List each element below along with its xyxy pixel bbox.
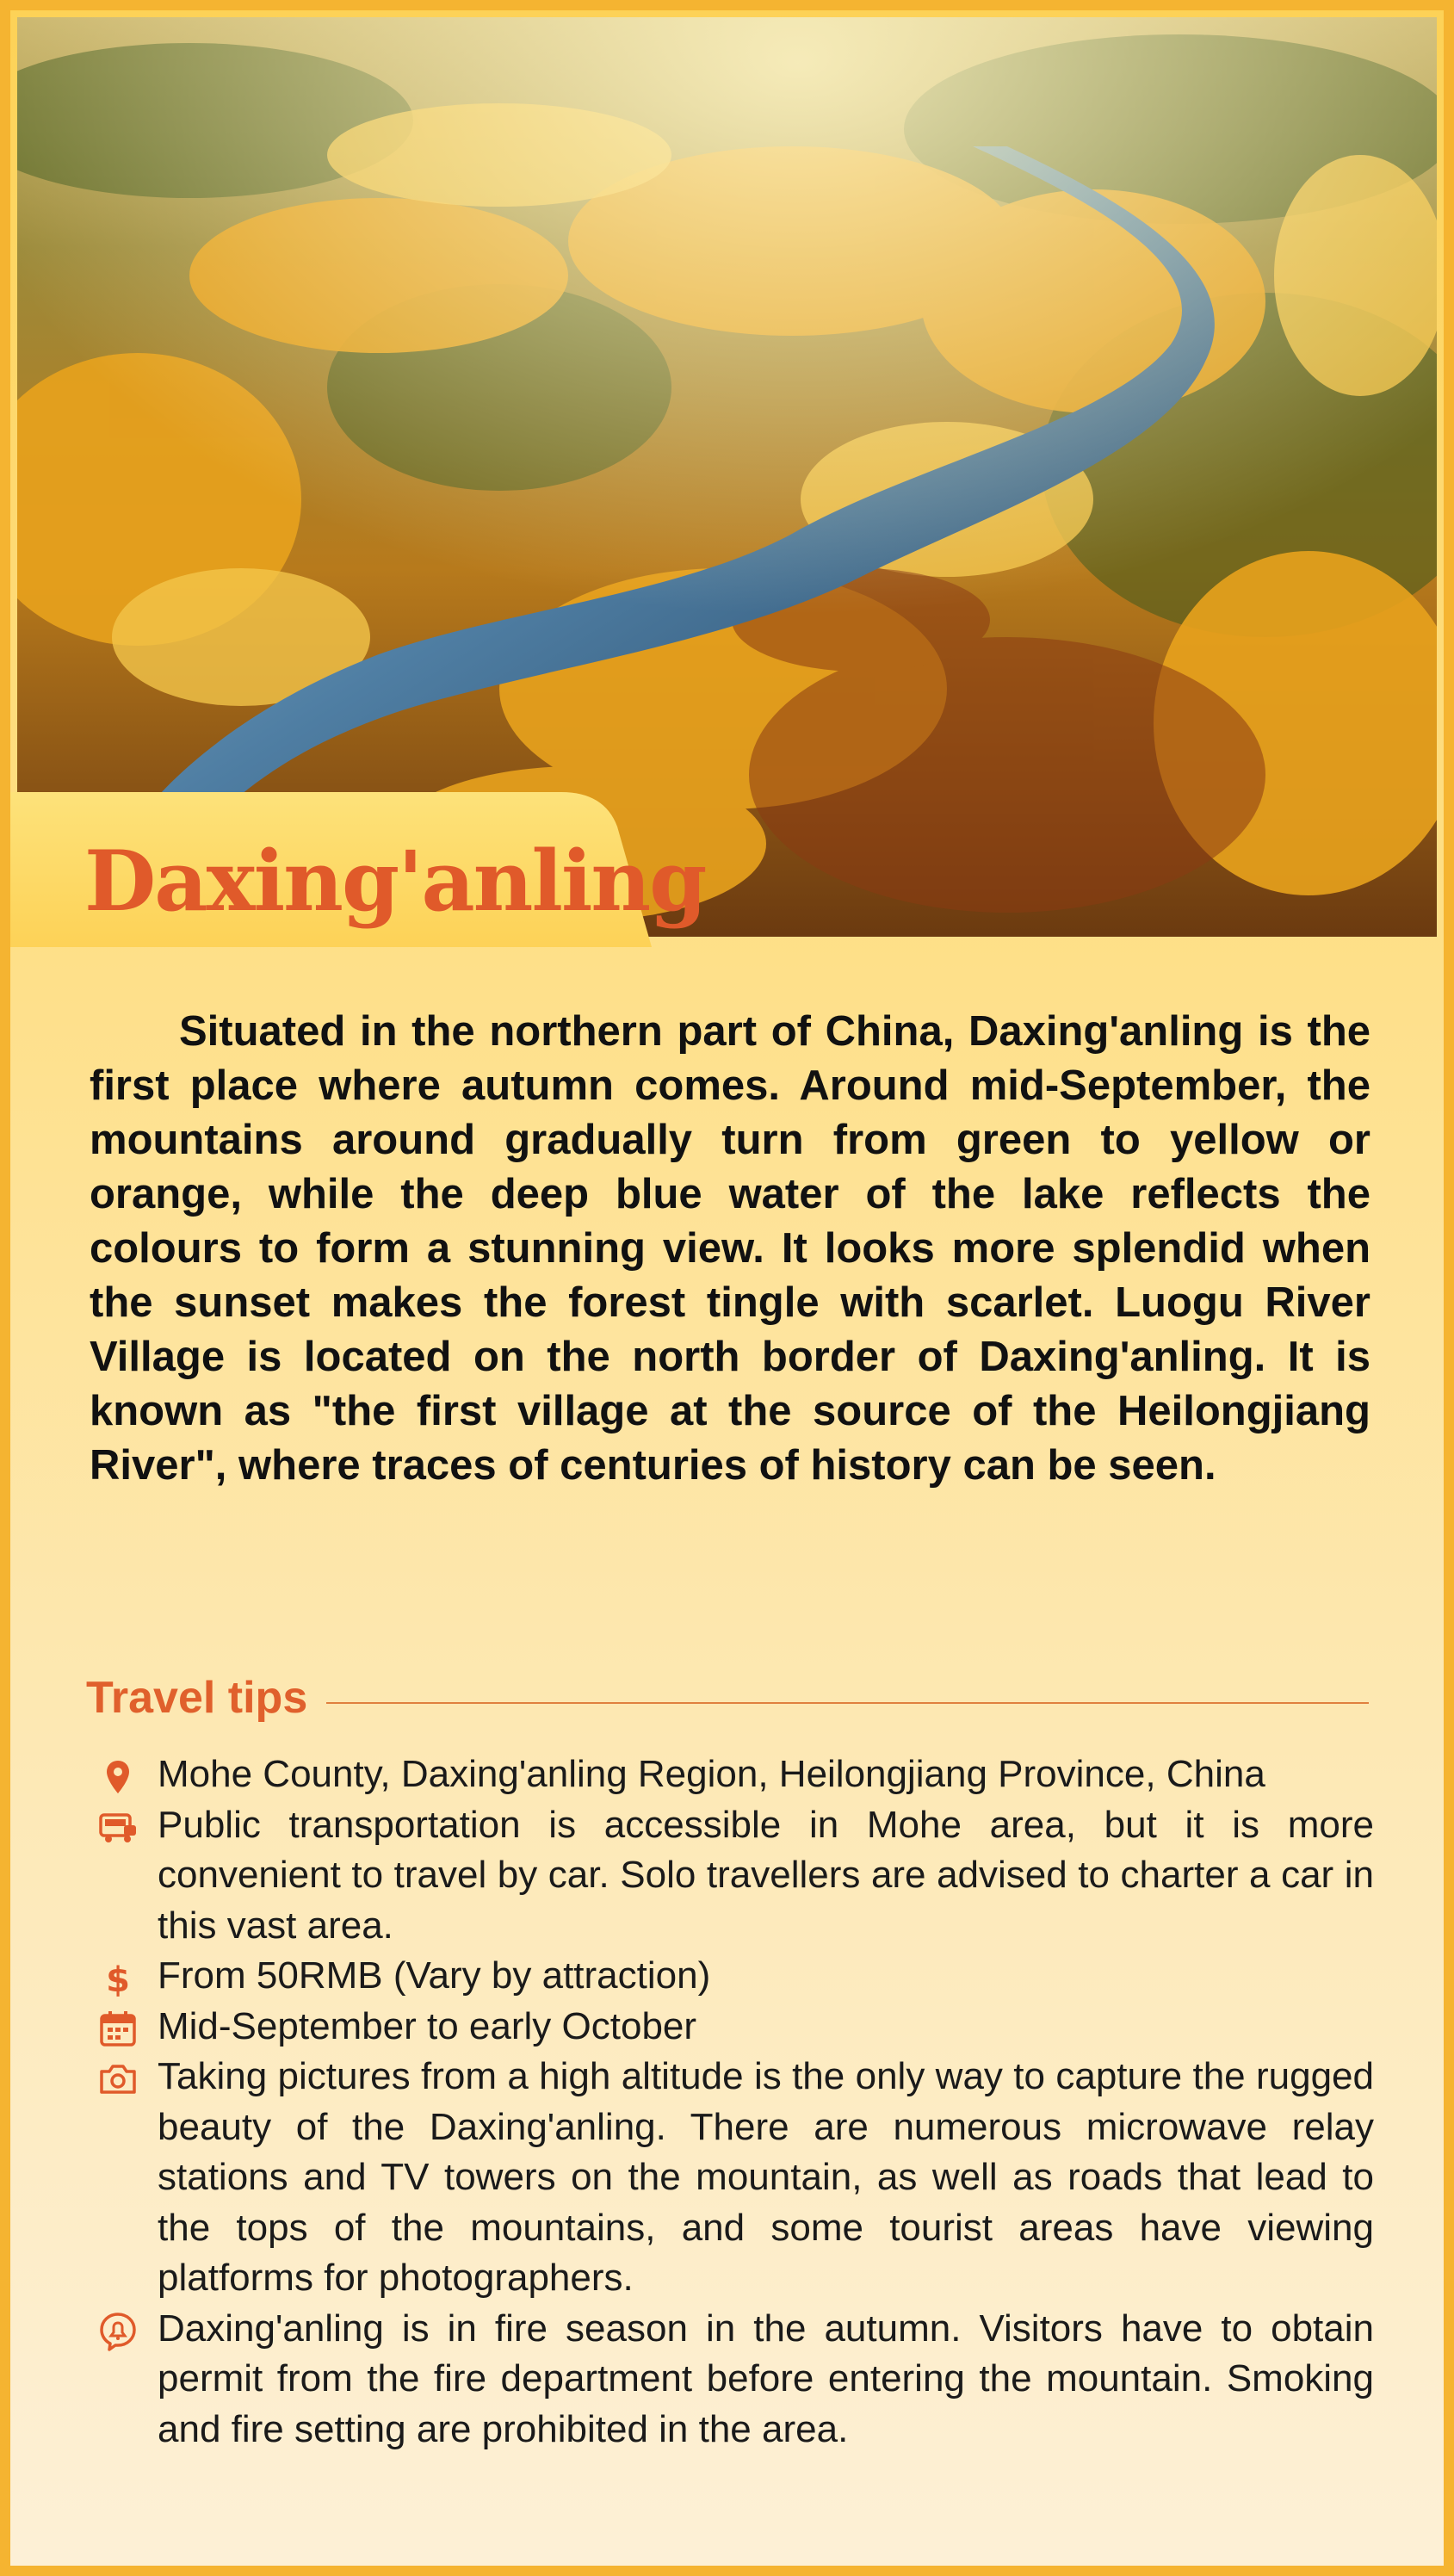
tip-transport	[93, 1800, 1374, 1952]
heading-divider	[326, 1702, 1369, 1704]
svg-text:$: $	[106, 1960, 130, 1998]
dollar-icon	[98, 1959, 138, 1998]
tip-photography	[93, 2052, 1374, 2304]
tip-season	[93, 2002, 1374, 2053]
tip-price	[93, 1951, 1374, 2002]
tip-season-text: Mid-September to early October	[158, 2004, 697, 2047]
poster-card	[10, 10, 1444, 2566]
location-pin-icon	[98, 1757, 138, 1797]
travel-tips-heading: Travel tips	[86, 1673, 308, 1723]
tip-warning	[93, 2304, 1374, 2455]
tip-warning-text: Daxing'anling is in fire season in the autumn. Visitors have to obtain permit from the fire department before entering the mountain. Smoking and fire setting are prohibited in the area.	[158, 2307, 1374, 2450]
description-paragraph: Situated in the northern part of China, Daxing'anling is the first place where autumn comes. Around mid-September, the mountains around gradually turn from green to yellow or orange, while the deep blue water of the lake reflects the colours to form a stunning view. It looks more splendid when the sunset makes the forest tingle with scarlet. Luogu River Village is located on the north border of Daxing'anling. It is known as "the first village at the source of the Heilongjiang River", where traces of centuries of history can be seen.	[90, 1008, 1370, 1489]
tip-photography-text: Taking pictures from a high altitude is the only way to capture the rugged beauty of the Daxing'anling. There are numerous microwave relay stations and TV towers on the mountain, as well as roads that lead to the tops of the mountains, and some tourist areas have viewing platforms for photographers.	[158, 2055, 1374, 2299]
bus-icon	[98, 1808, 138, 1848]
tip-location	[93, 1749, 1374, 1800]
page-title: Daxing'anling	[84, 833, 706, 930]
alert-bell-icon	[98, 2312, 138, 2351]
calendar-icon	[98, 2009, 138, 2049]
tip-price-text: From 50RMB (Vary by attraction)	[158, 1954, 711, 1997]
camera-icon	[98, 2059, 138, 2099]
tip-location-text: Mohe County, Daxing'anling Region, Heilongjiang Province, China	[158, 1753, 1265, 1795]
tip-transport-text: Public transportation is accessible in Mohe area, but it is more convenient to travel by car. Solo travellers are advised to charter a car in this vast area.	[158, 1803, 1374, 1947]
travel-tips-list	[93, 1749, 1374, 2455]
travel-tips-header	[86, 1668, 1369, 1728]
